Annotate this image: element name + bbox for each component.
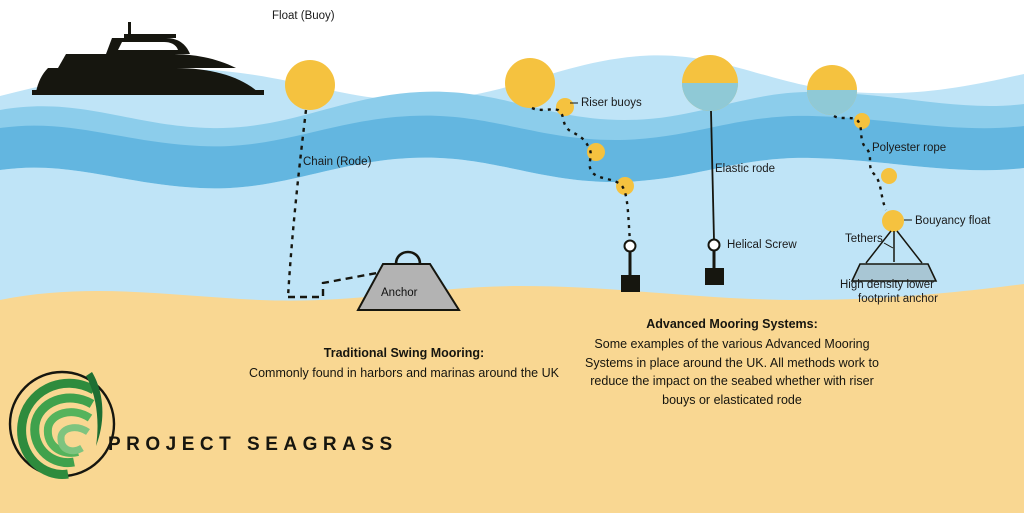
caption-traditional-body: Commonly found in harbors and marinas around the UK (249, 365, 559, 380)
rope-float-upper (854, 113, 870, 129)
caption-advanced-title: Advanced Mooring Systems: (646, 317, 818, 331)
boat-waterline (32, 90, 264, 95)
label-elastic-rode: Elastic rode (715, 163, 776, 175)
label-hd-anchor-line2: footprint anchor (858, 293, 938, 305)
label-helical-screw: Helical Screw (727, 239, 797, 251)
buoyancy-float (882, 210, 904, 232)
brand-wordmark: PROJECT SEAGRASS (108, 434, 398, 455)
rope-float-middle (881, 168, 897, 184)
boat-mast (124, 34, 176, 38)
caption-advanced-body: Some examples of the various Advanced Mooring Systems in place around the UK. All methods work to reduce the impact on the seabed whether with riser bouys or elasticated rode (585, 336, 879, 407)
boat-windshield (118, 42, 178, 50)
helical-screw-right-plate (705, 268, 724, 285)
helical-screw-left-plate (621, 275, 640, 292)
helical-screw-left-eye (625, 241, 636, 252)
label-buoyancy-float: Bouyancy float (915, 215, 991, 227)
helical-screw-left-shaft (629, 251, 632, 275)
label-tethers: Tethers (845, 233, 883, 245)
label-hd-anchor-line1: High density lower (840, 279, 934, 291)
float-buoy (285, 60, 335, 110)
caption-traditional-title: Traditional Swing Mooring: (323, 346, 485, 360)
caption-traditional-swing-mooring (244, 344, 564, 383)
surface-buoy-riser (505, 58, 555, 108)
label-riser-buoys: Riser buoys (581, 97, 642, 109)
helical-screw-right-eye (709, 240, 720, 251)
label-float-buoy: Float (Buoy) (272, 10, 335, 22)
riser-buoy-lower (616, 177, 634, 195)
label-polyester-rope: Polyester rope (872, 142, 947, 154)
caption-advanced-mooring-systems (572, 315, 892, 410)
helical-screw-right-shaft (713, 250, 716, 268)
label-chain-rode: Chain (Rode) (303, 156, 372, 168)
riser-buoy-upper (556, 98, 574, 116)
boat-antenna (128, 22, 131, 36)
label-anchor: Anchor (381, 287, 418, 299)
